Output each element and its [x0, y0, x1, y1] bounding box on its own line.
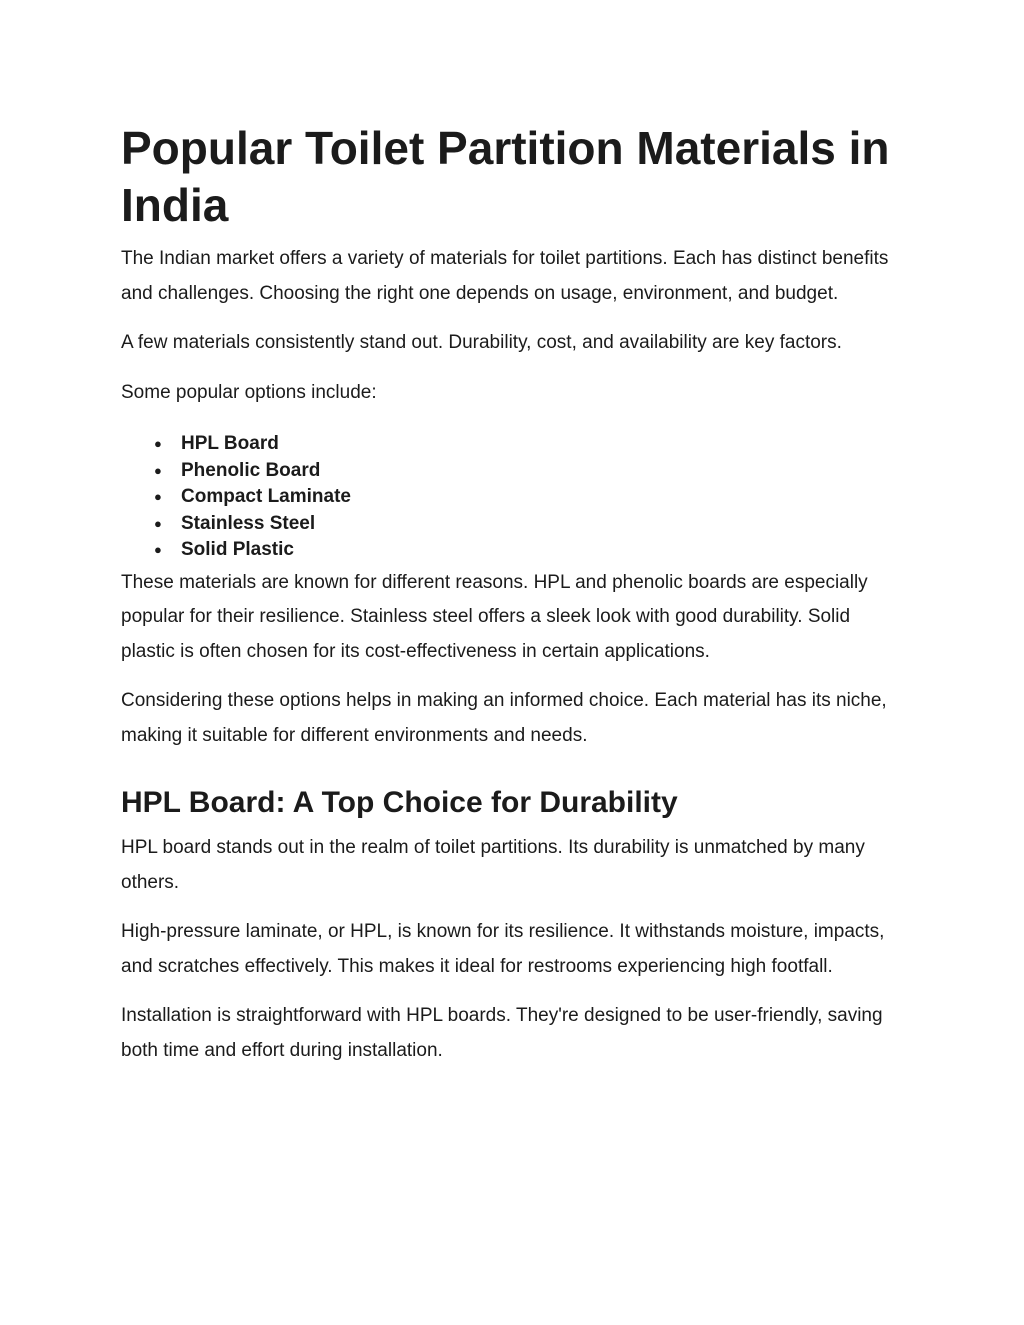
list-item-label: Solid Plastic: [181, 539, 294, 561]
bullet-icon: ●: [154, 462, 162, 478]
list-item-label: HPL Board: [181, 433, 279, 454]
bullet-icon: ●: [154, 515, 162, 531]
section-paragraph: High-pressure laminate, or HPL, is known for its resilience. It withstands moisture, impacts, and scratches effectively. This makes it ideal for restrooms experiencing high footfall.: [121, 921, 885, 977]
list-item-label: Phenolic Board: [181, 459, 321, 481]
page-title: Popular Toilet Partition Materials in India: [121, 122, 890, 231]
list-item: [121, 511, 896, 538]
section-paragraph: Installation is straightforward with HPL boards. They're designed to be user-friendly, saving both time and effort during installation.: [121, 1005, 883, 1061]
body-paragraph: Considering these options helps in making an informed choice. Each material has its niche, making it suitable for different environments and needs.: [121, 690, 887, 746]
section-heading: HPL Board: A Top Choice for Durability: [121, 786, 678, 820]
list-item: [121, 431, 896, 458]
bullet-icon: ●: [154, 489, 162, 505]
bullet-icon: ●: [154, 436, 162, 451]
body-paragraph: These materials are known for different reasons. HPL and phenolic boards are especially popular for their resilience. Stainless steel offers a sleek look with good durability. Solid plastic is often chosen for its cost-effectiveness in certain applications.: [121, 571, 868, 662]
document-page: [121, 120, 896, 1083]
section-paragraph: HPL board stands out in the realm of toilet partitions. Its durability is unmatched by many others.: [121, 837, 865, 893]
intro-paragraph: The Indian market offers a variety of materials for toilet partitions. Each has distinct benefits and challenges. Choosing the right one depends on usage, environment, and budget.: [121, 248, 889, 304]
intro-paragraph: A few materials consistently stand out. Durability, cost, and availability are key factors.: [121, 332, 842, 353]
intro-paragraph: Some popular options include:: [121, 381, 377, 403]
materials-list: [121, 431, 896, 564]
list-item-label: Compact Laminate: [181, 486, 351, 508]
list-item: [121, 458, 896, 485]
bullet-icon: ●: [154, 542, 162, 558]
list-item-label: Stainless Steel: [181, 512, 316, 534]
list-item: [121, 537, 896, 564]
list-item: [121, 484, 896, 511]
